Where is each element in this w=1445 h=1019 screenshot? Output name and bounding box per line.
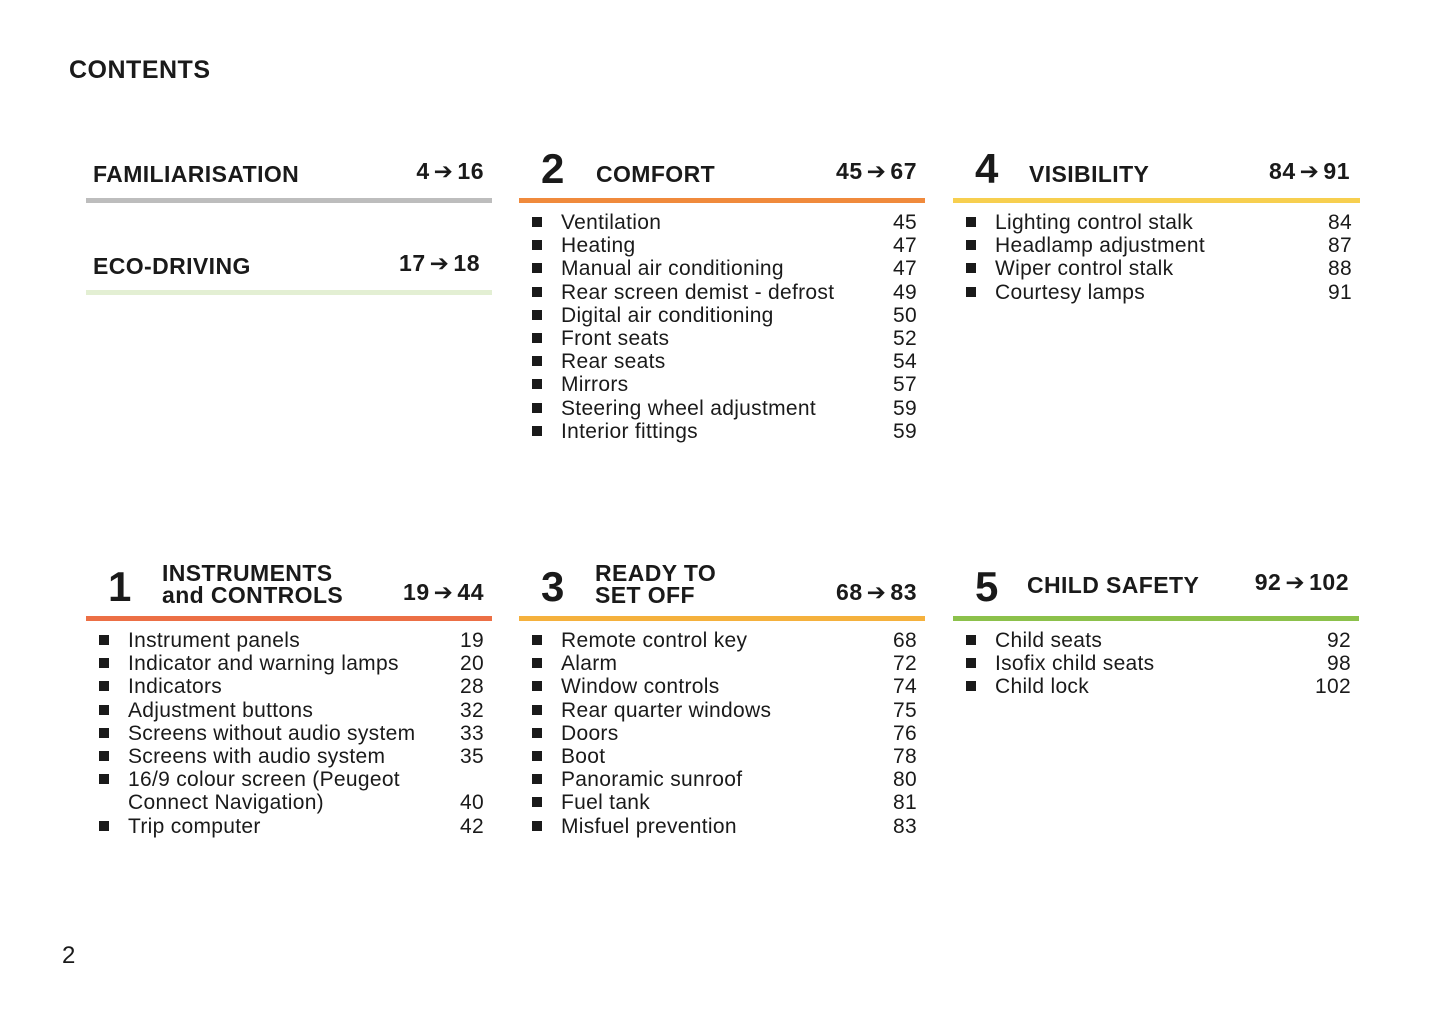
range-end: 16 xyxy=(457,158,484,184)
square-bullet-icon xyxy=(532,635,542,645)
arrow-right-icon: ➔ xyxy=(1299,158,1320,184)
square-bullet-icon xyxy=(532,310,542,320)
entry-page: 78 xyxy=(893,745,917,769)
section-rule xyxy=(519,616,925,621)
section-number: 2 xyxy=(541,145,565,192)
range-end: 44 xyxy=(457,579,484,605)
toc-entry[interactable] xyxy=(519,815,925,838)
entry-label: Trip computer xyxy=(128,814,261,838)
square-bullet-icon xyxy=(532,797,542,807)
entry-page: 59 xyxy=(893,419,917,443)
range-start: 4 xyxy=(416,158,430,184)
square-bullet-icon xyxy=(966,681,976,691)
section-header[interactable] xyxy=(519,558,925,616)
entry-page: 68 xyxy=(893,629,917,652)
toc-entry[interactable] xyxy=(519,211,925,234)
square-bullet-icon xyxy=(532,681,542,691)
section-header[interactable] xyxy=(953,558,1359,616)
range-start: 45 xyxy=(836,158,863,184)
square-bullet-icon xyxy=(99,681,109,691)
square-bullet-icon xyxy=(99,635,109,645)
toc-entry[interactable] xyxy=(86,745,492,768)
entry-label: Wiper control stalk xyxy=(995,257,1174,281)
section-eco-driving[interactable] xyxy=(86,232,492,295)
section-title-line1: READY TO xyxy=(595,560,717,586)
entry-label: Ventilation xyxy=(561,211,662,234)
toc-entry[interactable] xyxy=(519,652,925,675)
arrow-right-icon: ➔ xyxy=(433,579,454,605)
range-end: 83 xyxy=(890,579,917,605)
entry-page: 92 xyxy=(1327,629,1351,652)
entry-label: Child lock xyxy=(995,675,1090,699)
section-familiarisation[interactable] xyxy=(86,140,492,203)
entry-list xyxy=(953,211,1360,304)
toc-entry[interactable] xyxy=(519,373,925,396)
square-bullet-icon xyxy=(532,751,542,761)
entry-page: 54 xyxy=(893,350,917,374)
entry-page: 47 xyxy=(893,257,917,281)
toc-entry[interactable] xyxy=(86,652,492,675)
entry-page: 42 xyxy=(460,814,484,838)
square-bullet-icon xyxy=(966,287,976,297)
entry-label: Rear screen demist - defrost xyxy=(561,280,835,304)
square-bullet-icon xyxy=(99,728,109,738)
page-range xyxy=(836,158,917,185)
entry-label: Instrument panels xyxy=(128,629,301,652)
square-bullet-icon xyxy=(532,658,542,668)
square-bullet-icon xyxy=(532,821,542,831)
toc-entry[interactable] xyxy=(519,257,925,280)
entry-page: 57 xyxy=(893,373,917,397)
entry-label: Manual air conditioning xyxy=(561,257,784,281)
toc-entry[interactable] xyxy=(519,304,925,327)
page-range xyxy=(1255,569,1349,596)
toc-entry[interactable] xyxy=(519,675,925,698)
toc-entry[interactable] xyxy=(519,629,925,652)
page-range xyxy=(836,579,917,606)
toc-entry[interactable] xyxy=(519,350,925,373)
toc-entry[interactable] xyxy=(86,722,492,745)
square-bullet-icon xyxy=(532,356,542,366)
entry-page: 91 xyxy=(1328,280,1352,304)
entry-page: 20 xyxy=(460,652,484,676)
entry-page: 59 xyxy=(893,396,917,420)
entry-page: 52 xyxy=(893,327,917,351)
section-title: VISIBILITY xyxy=(1029,161,1150,187)
toc-entry[interactable] xyxy=(519,281,925,304)
section-rule xyxy=(86,290,492,295)
square-bullet-icon xyxy=(99,658,109,668)
entry-label: Boot xyxy=(561,745,606,769)
section-comfort xyxy=(519,140,925,443)
page-range xyxy=(399,250,480,277)
toc-entry[interactable] xyxy=(519,722,925,745)
section-header[interactable] xyxy=(519,140,925,198)
square-bullet-icon xyxy=(532,263,542,273)
toc-entry[interactable] xyxy=(519,234,925,257)
range-start: 68 xyxy=(836,579,863,605)
entry-label: Remote control key xyxy=(561,629,748,652)
range-end: 102 xyxy=(1309,569,1349,595)
page-range xyxy=(403,579,484,606)
entry-label: Mirrors xyxy=(561,373,629,397)
range-start: 92 xyxy=(1254,569,1282,595)
entry-label: Interior fittings xyxy=(561,419,698,443)
page-range xyxy=(416,158,484,185)
entry-label: Headlamp adjustment xyxy=(995,234,1205,258)
section-rule xyxy=(86,616,492,621)
section-header[interactable] xyxy=(953,140,1360,198)
toc-entry[interactable] xyxy=(519,420,925,443)
entry-label: Courtesy lamps xyxy=(995,280,1146,304)
range-end: 67 xyxy=(890,158,917,184)
entry-label: Fuel tank xyxy=(561,791,651,815)
section-title: COMFORT xyxy=(596,161,716,187)
entry-label: Rear quarter windows xyxy=(561,698,772,722)
entry-label: Heating xyxy=(561,234,636,258)
section-child-safety xyxy=(953,558,1359,699)
toc-entry[interactable] xyxy=(86,815,492,838)
section-title xyxy=(162,562,343,606)
range-end: 91 xyxy=(1323,158,1350,184)
section-rule xyxy=(953,198,1360,203)
page-range xyxy=(1269,158,1350,185)
arrow-right-icon: ➔ xyxy=(429,250,450,276)
section-title: FAMILIARISATION xyxy=(93,161,300,187)
square-bullet-icon xyxy=(532,240,542,250)
entry-page: 98 xyxy=(1327,652,1351,676)
section-number: 3 xyxy=(541,563,565,610)
arrow-right-icon: ➔ xyxy=(433,158,454,184)
entry-page: 33 xyxy=(460,721,484,745)
square-bullet-icon xyxy=(99,751,109,761)
section-header[interactable] xyxy=(86,558,492,616)
entry-label: Alarm xyxy=(561,652,618,676)
arrow-right-icon: ➔ xyxy=(866,158,887,184)
section-title xyxy=(595,562,716,606)
square-bullet-icon xyxy=(532,333,542,343)
section-number: 1 xyxy=(108,563,132,610)
entry-page: 75 xyxy=(893,698,917,722)
entry-list xyxy=(519,211,925,443)
entry-label: Window controls xyxy=(561,675,720,699)
square-bullet-icon xyxy=(966,263,976,273)
entry-page: 49 xyxy=(893,280,917,304)
entry-page: 74 xyxy=(893,675,917,699)
arrow-right-icon: ➔ xyxy=(866,579,887,605)
toc-entry[interactable] xyxy=(86,768,492,814)
page-title: CONTENTS xyxy=(69,56,211,84)
toc-entry[interactable] xyxy=(953,281,1360,304)
entry-label: Doors xyxy=(561,721,619,745)
section-rule xyxy=(86,198,492,203)
entry-page: 80 xyxy=(893,768,917,792)
entry-label: Steering wheel adjustment xyxy=(561,396,816,420)
entry-label: Isofix child seats xyxy=(995,652,1155,676)
square-bullet-icon xyxy=(966,217,976,227)
square-bullet-icon xyxy=(966,240,976,250)
section-ready-to-set-off xyxy=(519,558,925,838)
entry-page: 76 xyxy=(893,721,917,745)
section-title: ECO-DRIVING xyxy=(93,253,251,279)
square-bullet-icon xyxy=(532,705,542,715)
entry-label: Indicator and warning lamps xyxy=(128,652,399,676)
range-start: 17 xyxy=(399,250,426,276)
toc-entry[interactable] xyxy=(519,397,925,420)
toc-entry[interactable] xyxy=(519,745,925,768)
entry-page: 83 xyxy=(893,814,917,838)
range-end: 18 xyxy=(453,250,480,276)
entry-label: Front seats xyxy=(561,327,670,351)
section-number: 5 xyxy=(975,563,999,610)
entry-page: 40 xyxy=(460,791,484,815)
toc-entry[interactable] xyxy=(519,768,925,791)
page-number: 2 xyxy=(62,942,76,969)
entry-page: 35 xyxy=(460,745,484,769)
section-title-line1: INSTRUMENTS xyxy=(162,560,333,586)
entry-page: 84 xyxy=(1328,211,1352,234)
range-start: 19 xyxy=(403,579,430,605)
toc-entry[interactable] xyxy=(953,234,1360,257)
toc-entry[interactable] xyxy=(86,675,492,698)
section-title-line2: and CONTROLS xyxy=(162,582,344,608)
entry-list xyxy=(519,629,925,838)
entry-page: 102 xyxy=(1315,675,1351,699)
square-bullet-icon xyxy=(532,403,542,413)
square-bullet-icon xyxy=(532,728,542,738)
entry-page: 50 xyxy=(893,303,917,327)
square-bullet-icon xyxy=(532,287,542,297)
entry-page: 32 xyxy=(460,698,484,722)
entry-label: Panoramic sunroof xyxy=(561,768,743,792)
section-title-line2: SET OFF xyxy=(595,582,695,608)
entry-page: 47 xyxy=(893,234,917,258)
entry-page: 72 xyxy=(893,652,917,676)
entry-page: 88 xyxy=(1328,257,1352,281)
square-bullet-icon xyxy=(532,426,542,436)
entry-label: Adjustment buttons xyxy=(128,698,314,722)
entry-label: Misfuel prevention xyxy=(561,814,737,838)
toc-entry[interactable] xyxy=(953,675,1359,698)
toc-entry[interactable] xyxy=(86,699,492,722)
entry-page: 19 xyxy=(460,629,484,652)
entry-label: Indicators xyxy=(128,675,223,699)
entry-label: Screens with audio system xyxy=(128,745,386,769)
toc-entry[interactable] xyxy=(953,257,1360,280)
square-bullet-icon xyxy=(99,774,109,784)
entry-page: 28 xyxy=(460,675,484,699)
entry-label: Digital air conditioning xyxy=(561,303,774,327)
entry-list xyxy=(86,629,492,838)
entry-label: 16/9 colour screen (Peugeot Connect Navigation) xyxy=(128,768,400,815)
entry-page: 45 xyxy=(893,211,917,234)
entry-label: Screens without audio system xyxy=(128,721,416,745)
square-bullet-icon xyxy=(966,635,976,645)
toc-entry[interactable] xyxy=(953,629,1359,652)
square-bullet-icon xyxy=(966,658,976,668)
toc-entry[interactable] xyxy=(519,699,925,722)
toc-entry[interactable] xyxy=(953,652,1359,675)
section-number: 4 xyxy=(975,145,999,192)
section-rule xyxy=(953,616,1359,621)
section-visibility xyxy=(953,140,1360,304)
square-bullet-icon xyxy=(532,379,542,389)
section-rule xyxy=(519,198,925,203)
square-bullet-icon xyxy=(99,821,109,831)
section-title: CHILD SAFETY xyxy=(1027,572,1200,598)
toc-entry[interactable] xyxy=(519,327,925,350)
range-start: 84 xyxy=(1269,158,1296,184)
entry-page: 87 xyxy=(1328,234,1352,258)
arrow-right-icon: ➔ xyxy=(1285,569,1306,595)
toc-entry[interactable] xyxy=(953,211,1360,234)
square-bullet-icon xyxy=(532,217,542,227)
section-instruments xyxy=(86,558,492,838)
toc-entry[interactable] xyxy=(519,791,925,814)
entry-list xyxy=(953,629,1359,699)
entry-label: Rear seats xyxy=(561,350,666,374)
entry-page: 81 xyxy=(893,791,917,815)
entry-label: Lighting control stalk xyxy=(995,211,1194,234)
square-bullet-icon xyxy=(532,774,542,784)
square-bullet-icon xyxy=(99,705,109,715)
entry-label: Child seats xyxy=(995,629,1103,652)
toc-entry[interactable] xyxy=(86,629,492,652)
